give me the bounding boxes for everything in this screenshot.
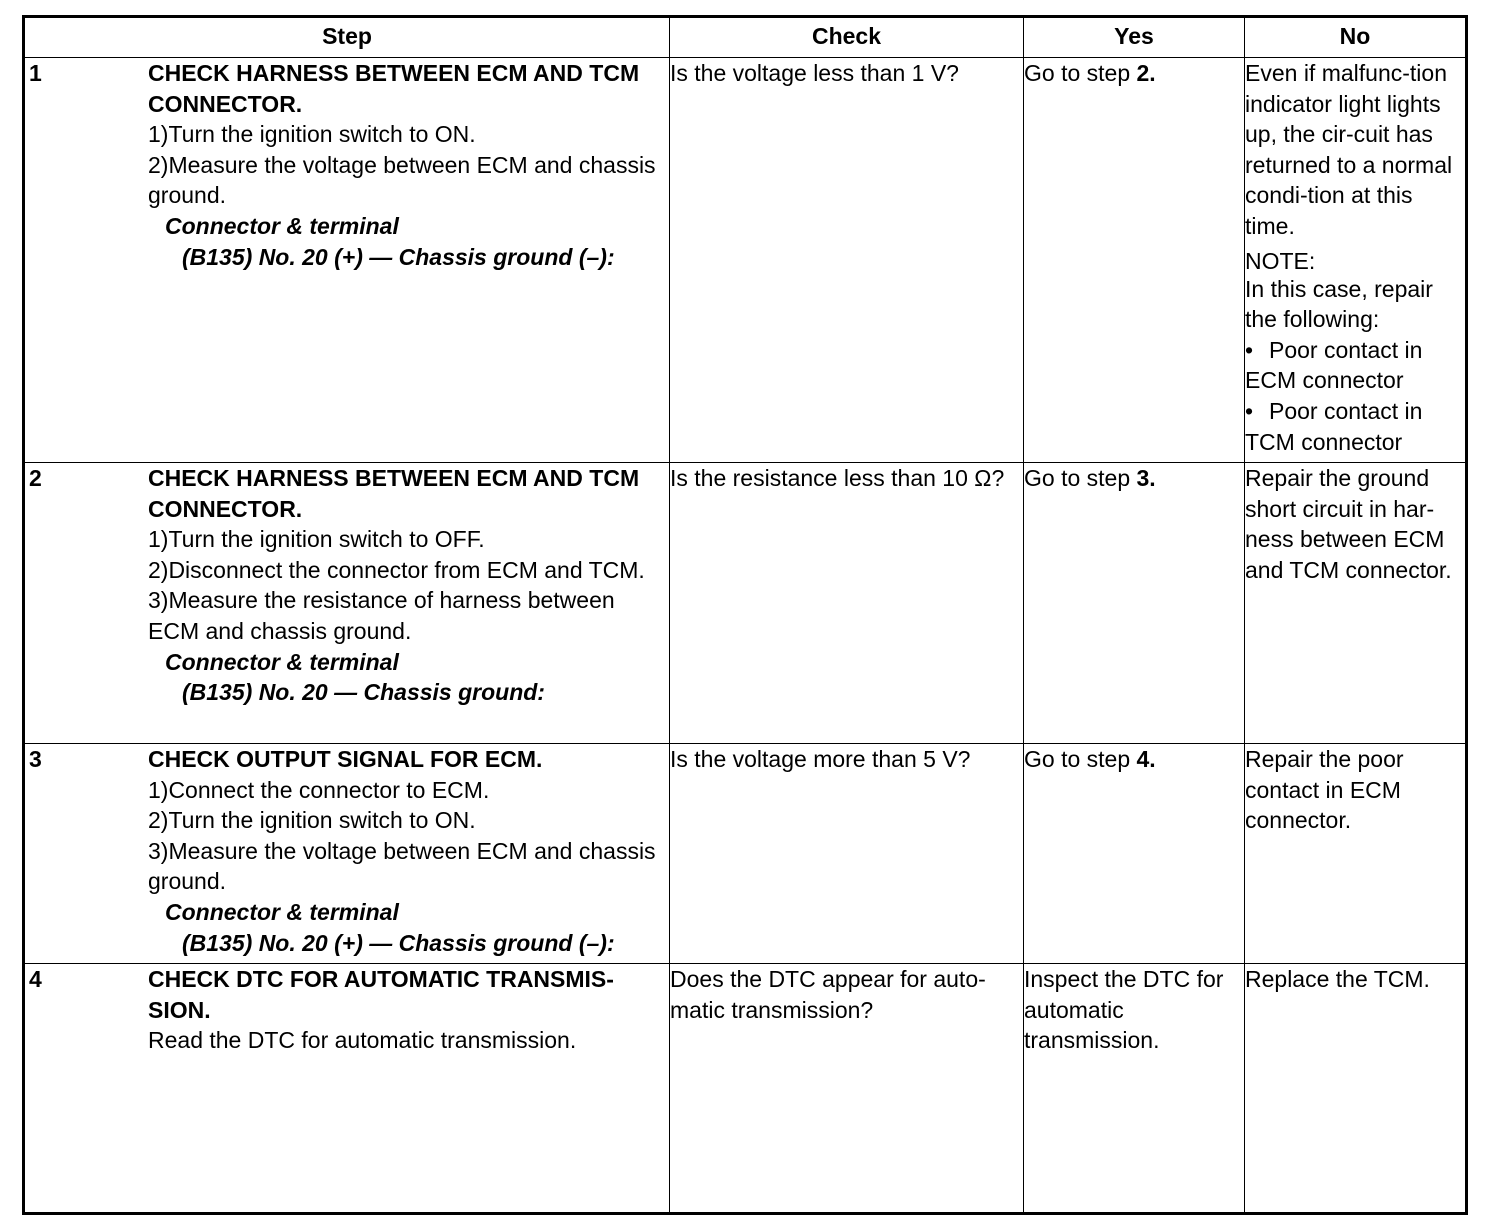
header-check: Check	[670, 17, 1024, 58]
no-cell	[1245, 964, 1467, 1214]
instruction: 2)Turn the ignition switch to ON.	[148, 807, 476, 834]
header-yes: Yes	[1024, 17, 1245, 58]
yes-cell	[1024, 463, 1245, 744]
connector-terminal-label: Connector & terminal	[165, 898, 399, 925]
yes-cell	[1024, 58, 1245, 463]
no-cell	[1245, 463, 1467, 744]
check-cell	[670, 964, 1024, 1214]
instruction: 2)Disconnect the connector from ECM and TCM.	[148, 556, 645, 583]
note-bullet	[1245, 335, 1465, 396]
note-bullet-text: Poor contact in ECM connector	[1245, 336, 1423, 394]
check-cell	[670, 744, 1024, 964]
note-bullet	[1245, 396, 1465, 457]
step-cell	[24, 58, 670, 463]
table-row	[24, 744, 1467, 964]
bullet-icon: •	[1245, 397, 1254, 424]
step-cell	[24, 744, 670, 964]
yes-cell	[1024, 744, 1245, 964]
connector-terminal-value: (B135) No. 20 — Chassis ground:	[182, 679, 545, 706]
table-row	[24, 463, 1467, 744]
instruction: 1)Turn the ignition switch to ON.	[148, 121, 476, 148]
no-text: Repair the ground short circuit in har-ness between ECM and TCM connector.	[1245, 465, 1452, 583]
diagnostic-table	[22, 15, 1468, 1215]
instruction: 3)Measure the voltage between ECM and chassis ground.	[148, 837, 656, 895]
step-heading: CHECK DTC FOR AUTOMATIC TRANSMIS-SION.	[148, 966, 614, 1023]
note-bullet-text: Poor contact in TCM connector	[1245, 397, 1423, 455]
check-question: Is the resistance less than 10 Ω?	[670, 465, 1005, 491]
header-step: Step	[24, 17, 670, 58]
no-text: Replace the TCM.	[1245, 966, 1430, 992]
check-question: Is the voltage less than 1 V?	[670, 60, 959, 86]
step-number: 2	[29, 465, 42, 491]
check-question: Does the DTC appear for auto-matic transmission?	[670, 966, 986, 1023]
instruction: 2)Measure the voltage between ECM and chassis ground.	[148, 151, 656, 209]
yes-text: Go to step	[1024, 60, 1137, 86]
table-row	[24, 964, 1467, 1214]
note-label: NOTE:	[1245, 247, 1316, 274]
check-cell	[670, 463, 1024, 744]
check-question: Is the voltage more than 5 V?	[670, 746, 971, 772]
header-row	[24, 17, 1467, 58]
table-row	[24, 58, 1467, 463]
yes-text: Go to step	[1024, 746, 1137, 772]
step-cell	[24, 964, 670, 1214]
instruction: Read the DTC for automatic transmission.	[148, 1027, 577, 1054]
instruction: 1)Turn the ignition switch to OFF.	[148, 526, 485, 553]
yes-step-ref: 3.	[1136, 465, 1156, 491]
no-cell	[1245, 744, 1467, 964]
instruction: 1)Connect the connector to ECM.	[148, 776, 490, 803]
bullet-icon: •	[1245, 336, 1254, 363]
yes-step-ref: 4.	[1136, 746, 1156, 772]
yes-step-ref: 2.	[1136, 60, 1156, 86]
step-heading: CHECK OUTPUT SIGNAL FOR ECM.	[148, 746, 543, 772]
connector-terminal-value: (B135) No. 20 (+) — Chassis ground (–):	[182, 929, 615, 956]
step-number: 4	[29, 966, 42, 992]
step-number: 3	[29, 746, 42, 772]
check-cell	[670, 58, 1024, 463]
header-no: No	[1245, 17, 1467, 58]
step-number: 1	[29, 60, 42, 86]
step-heading: CHECK HARNESS BETWEEN ECM AND TCM CONNECTOR.	[148, 60, 640, 117]
no-text: Even if malfunc-tion indicator light lights up, the cir-cuit has returned to a normal condi-tion at this time.	[1245, 60, 1453, 239]
connector-terminal-label: Connector & terminal	[165, 648, 399, 675]
yes-text: Go to step	[1024, 465, 1137, 491]
yes-cell	[1024, 964, 1245, 1214]
no-text: Repair the poor contact in ECM connector.	[1245, 746, 1404, 834]
yes-text: Inspect the DTC for automatic transmission.	[1024, 966, 1224, 1054]
step-cell	[24, 463, 670, 744]
step-heading: CHECK HARNESS BETWEEN ECM AND TCM CONNECTOR.	[148, 465, 640, 522]
note-text: In this case, repair the following:	[1245, 275, 1433, 333]
instruction: 3)Measure the resistance of harness between ECM and chassis ground.	[148, 587, 615, 644]
connector-terminal-value: (B135) No. 20 (+) — Chassis ground (–):	[182, 243, 615, 270]
connector-terminal-label: Connector & terminal	[165, 212, 399, 239]
no-cell	[1245, 58, 1467, 463]
